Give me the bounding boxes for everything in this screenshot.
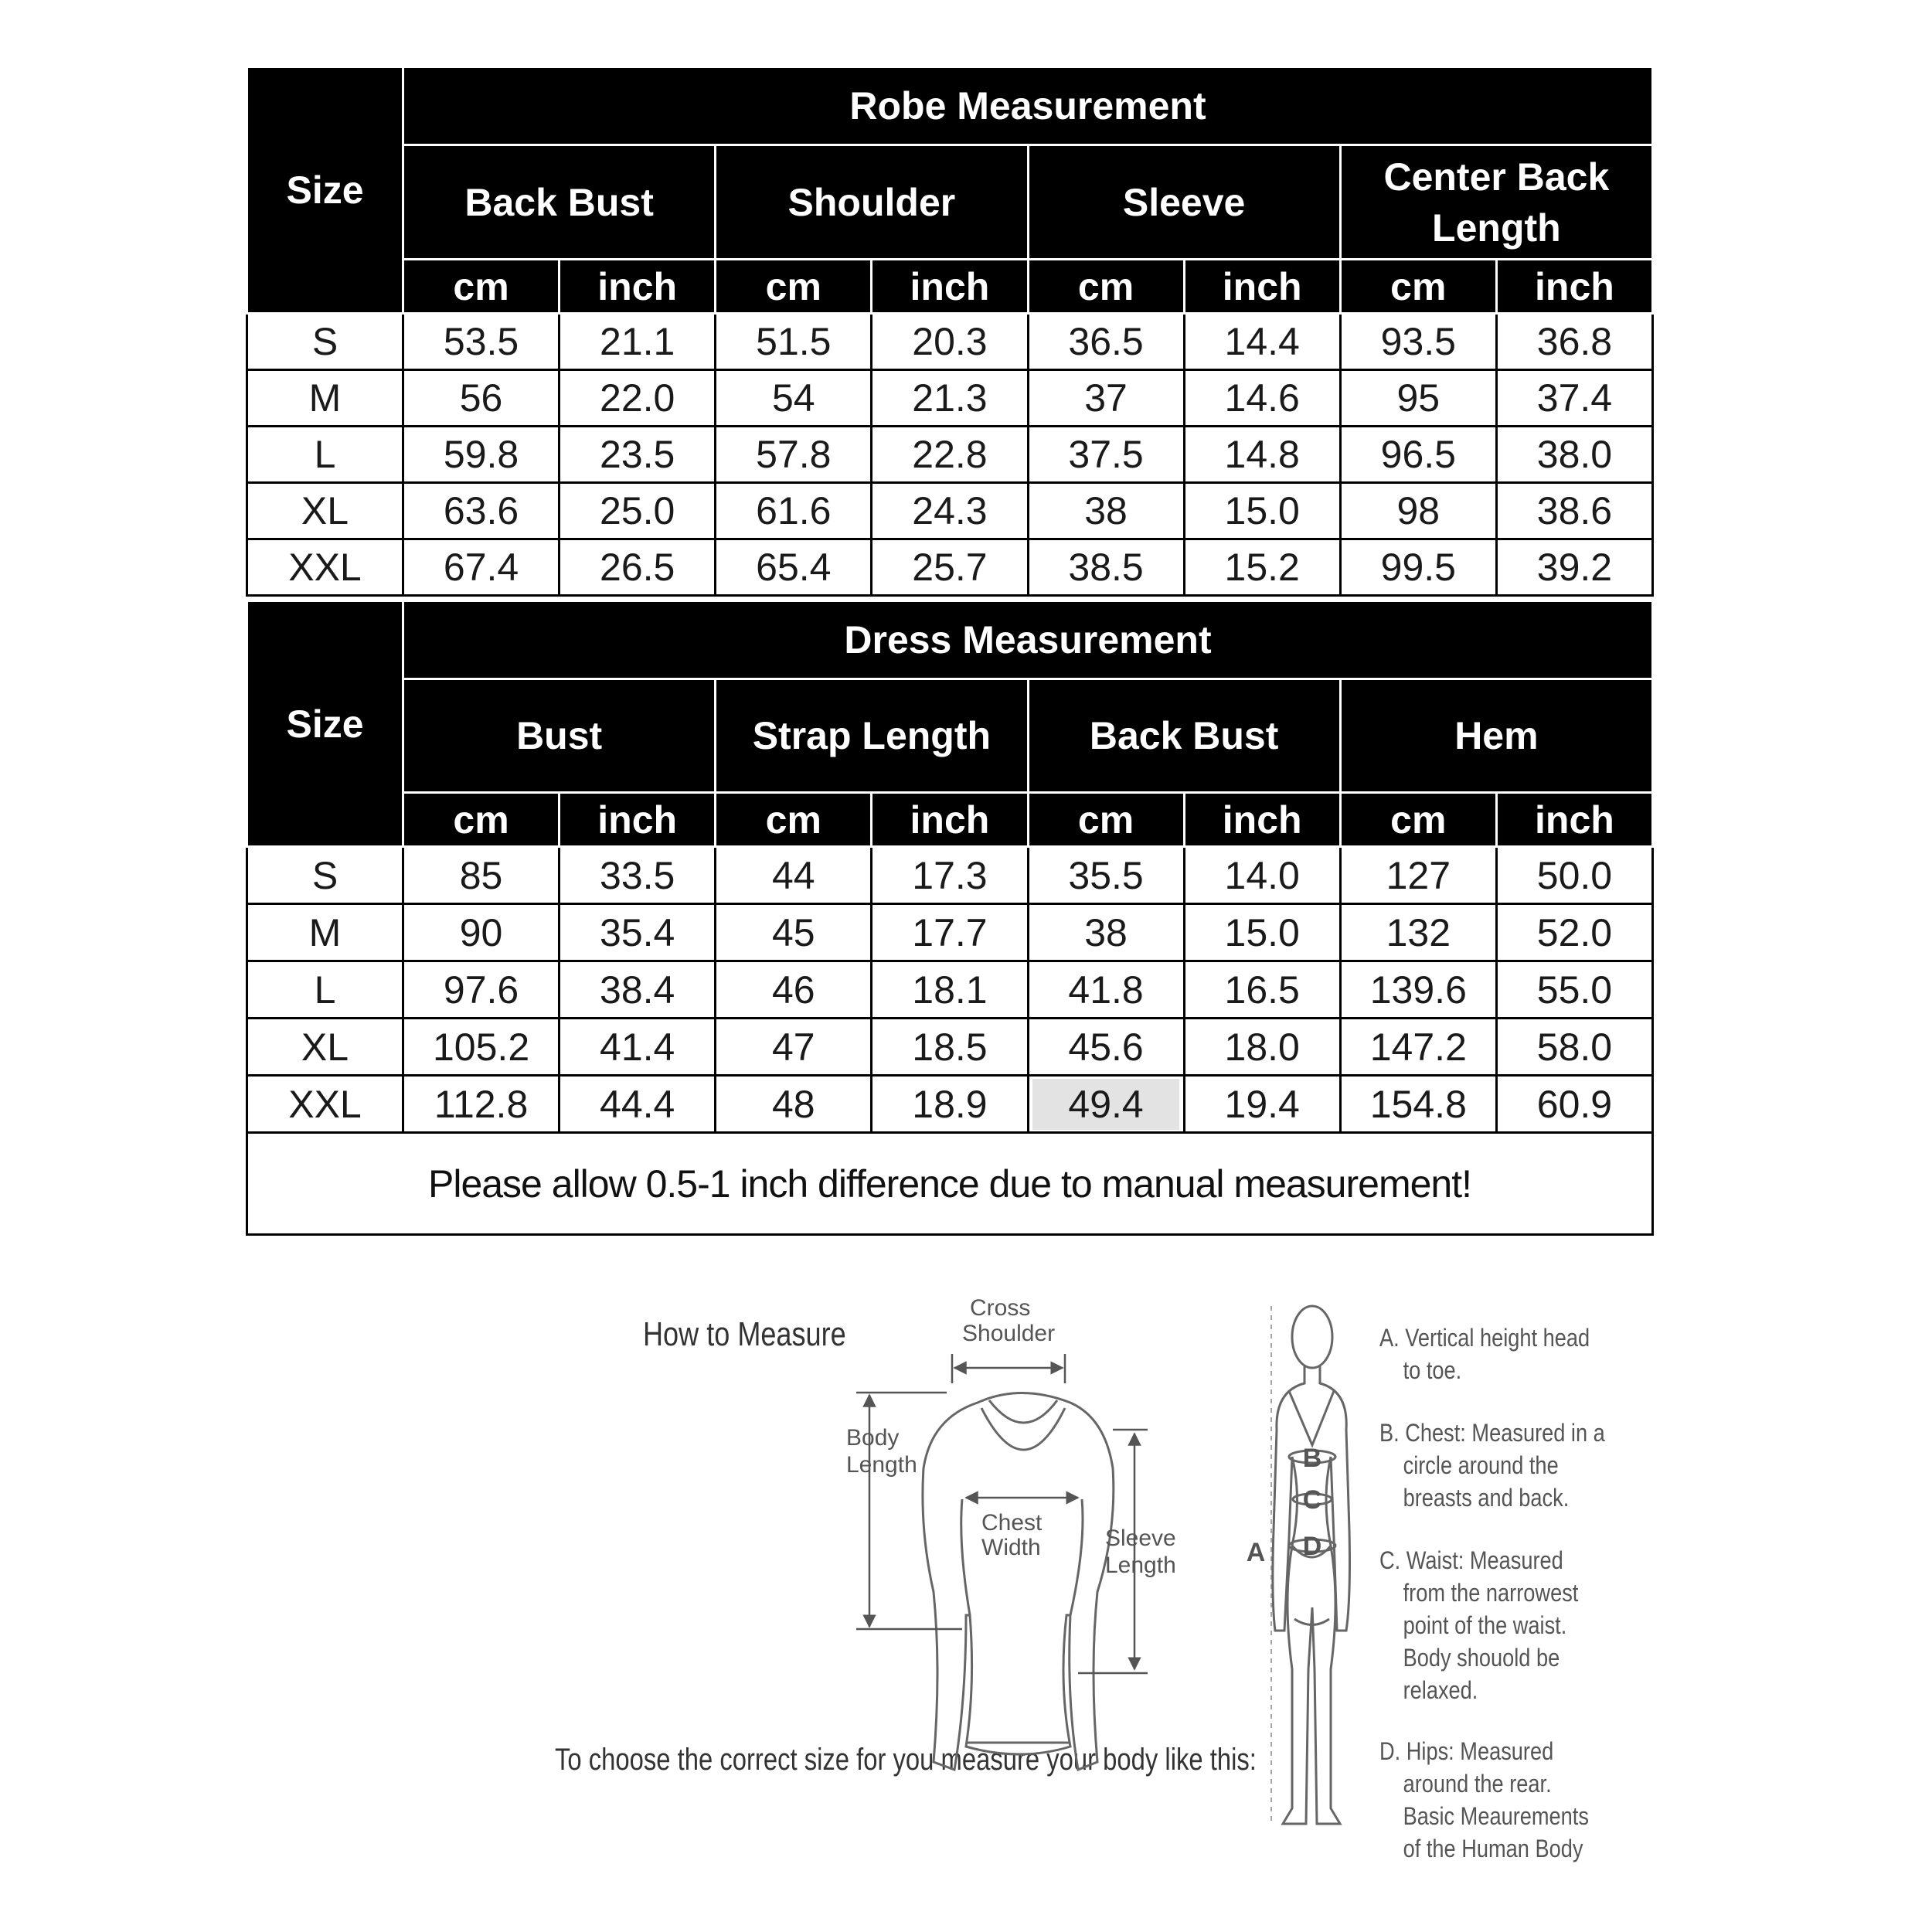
- legend-line: C. Waist: Measured: [1379, 1546, 1563, 1574]
- value-cell: 50.0: [1496, 847, 1652, 904]
- body-label-c: C: [1302, 1485, 1322, 1515]
- body-length-label: Length: [846, 1452, 917, 1478]
- size-cell: XXL: [247, 1076, 403, 1133]
- measurement-note: Please allow 0.5-1 inch difference due to manual measurement!: [247, 1133, 1653, 1235]
- value-cell: 35.5: [1028, 847, 1184, 904]
- value-cell: 90: [403, 904, 560, 961]
- value-cell: 14.6: [1184, 370, 1340, 427]
- unit-header: inch: [560, 793, 716, 847]
- legend-item-d: [1379, 1735, 1589, 1865]
- unit-header: cm: [1340, 260, 1496, 314]
- legend-line: from the narrowest: [1403, 1579, 1579, 1607]
- value-cell: 147.2: [1340, 1019, 1496, 1076]
- value-cell: 22.0: [560, 370, 716, 427]
- value-cell: 112.8: [403, 1076, 560, 1133]
- legend-line: Body shouold be: [1403, 1644, 1560, 1672]
- legend-line: around the rear.: [1403, 1770, 1552, 1798]
- column-header: Shoulder: [716, 145, 1028, 260]
- size-cell: XL: [247, 1019, 403, 1076]
- unit-header: inch: [872, 260, 1028, 314]
- value-cell: 85: [403, 847, 560, 904]
- legend-item-b: [1379, 1417, 1605, 1514]
- value-cell: 20.3: [872, 314, 1028, 370]
- unit-header: inch: [560, 260, 716, 314]
- value-cell: 41.8: [1028, 961, 1184, 1019]
- table-row: [247, 314, 1653, 370]
- highlighted-value: 49.4: [1032, 1079, 1179, 1130]
- value-cell: 93.5: [1340, 314, 1496, 370]
- unit-header: cm: [403, 793, 560, 847]
- size-cell: L: [247, 961, 403, 1019]
- value-cell: 139.6: [1340, 961, 1496, 1019]
- value-cell: 46: [716, 961, 872, 1019]
- table-row: [247, 370, 1653, 427]
- dress-measurement-table: [246, 600, 1654, 1236]
- value-cell: 37.4: [1496, 370, 1652, 427]
- measurement-illustration: [0, 1267, 1932, 1932]
- value-cell: 47: [716, 1019, 872, 1076]
- unit-header: cm: [1028, 793, 1184, 847]
- value-cell: 39.2: [1496, 539, 1652, 596]
- value-cell: 14.4: [1184, 314, 1340, 370]
- value-cell: 38: [1028, 483, 1184, 539]
- value-cell: 59.8: [403, 427, 560, 483]
- table-row: [247, 1076, 1653, 1133]
- value-cell: 52.0: [1496, 904, 1652, 961]
- value-cell: 54: [716, 370, 872, 427]
- value-cell: 61.6: [716, 483, 872, 539]
- legend-line: relaxed.: [1403, 1676, 1478, 1704]
- size-cell: S: [247, 847, 403, 904]
- value-cell: 37: [1028, 370, 1184, 427]
- value-cell: 21.1: [560, 314, 716, 370]
- value-cell: 33.5: [560, 847, 716, 904]
- table-row: [247, 1019, 1653, 1076]
- unit-header: cm: [716, 793, 872, 847]
- value-cell: 53.5: [403, 314, 560, 370]
- value-cell: 25.0: [560, 483, 716, 539]
- value-cell: 16.5: [1184, 961, 1340, 1019]
- size-cell: M: [247, 370, 403, 427]
- value-cell: 41.4: [560, 1019, 716, 1076]
- value-cell: 132: [1340, 904, 1496, 961]
- value-cell: 44.4: [560, 1076, 716, 1133]
- value-cell: 45.6: [1028, 1019, 1184, 1076]
- unit-header: cm: [716, 260, 872, 314]
- unit-header: inch: [1184, 260, 1340, 314]
- value-cell: 26.5: [560, 539, 716, 596]
- value-cell: 22.8: [872, 427, 1028, 483]
- value-cell: 57.8: [716, 427, 872, 483]
- sleeve-length-label: Sleeve: [1105, 1526, 1176, 1551]
- size-header: Size: [247, 601, 403, 847]
- value-cell: 24.3: [872, 483, 1028, 539]
- column-header: Center Back Length: [1340, 145, 1652, 260]
- value-cell: 38: [1028, 904, 1184, 961]
- legend-line: Basic Meaurements: [1403, 1802, 1589, 1830]
- value-cell: 97.6: [403, 961, 560, 1019]
- cross-shoulder-label: Cross: [970, 1295, 1031, 1321]
- legend-item-a: [1379, 1321, 1590, 1386]
- value-cell: 17.7: [872, 904, 1028, 961]
- column-header: Back Bust: [1028, 679, 1340, 793]
- column-header: Back Bust: [403, 145, 716, 260]
- value-cell: 65.4: [716, 539, 872, 596]
- body-length-label: Body: [846, 1425, 900, 1451]
- size-header: Size: [247, 67, 403, 314]
- legend-line: breasts and back.: [1403, 1484, 1570, 1512]
- cross-shoulder-label: Shoulder: [962, 1321, 1056, 1346]
- value-cell: 48: [716, 1076, 872, 1133]
- body-label-d: D: [1302, 1532, 1322, 1561]
- value-cell: 14.8: [1184, 427, 1340, 483]
- how-to-measure-section: [0, 1267, 1932, 1932]
- unit-header: inch: [1184, 793, 1340, 847]
- value-cell: 18.9: [872, 1076, 1028, 1133]
- value-cell: 15.0: [1184, 483, 1340, 539]
- table-title: Robe Measurement: [403, 67, 1653, 145]
- chest-width-label: Width: [981, 1535, 1041, 1560]
- legend-line: A. Vertical height head: [1379, 1324, 1590, 1352]
- table-row: [247, 961, 1653, 1019]
- value-cell: 154.8: [1340, 1076, 1496, 1133]
- value-cell: 17.3: [872, 847, 1028, 904]
- legend-line: of the Human Body: [1403, 1835, 1583, 1862]
- sleeve-length-label: Length: [1105, 1553, 1176, 1578]
- value-cell: 37.5: [1028, 427, 1184, 483]
- size-cell: XL: [247, 483, 403, 539]
- legend-line: D. Hips: Measured: [1379, 1737, 1554, 1765]
- table-row: [247, 427, 1653, 483]
- table-title: Dress Measurement: [403, 601, 1653, 679]
- column-header: Sleeve: [1028, 145, 1340, 260]
- size-cell: M: [247, 904, 403, 961]
- value-cell: 14.0: [1184, 847, 1340, 904]
- value-cell: 18.5: [872, 1019, 1028, 1076]
- unit-header: inch: [1496, 793, 1652, 847]
- table-row: [247, 483, 1653, 539]
- value-cell: 18.0: [1184, 1019, 1340, 1076]
- value-cell: 95: [1340, 370, 1496, 427]
- value-cell: 67.4: [403, 539, 560, 596]
- chest-width-label: Chest: [981, 1510, 1043, 1536]
- table-row: [247, 539, 1653, 596]
- value-cell: 15.0: [1184, 904, 1340, 961]
- value-cell: 96.5: [1340, 427, 1496, 483]
- value-cell: 15.2: [1184, 539, 1340, 596]
- value-cell: 60.9: [1496, 1076, 1652, 1133]
- value-cell: 38.0: [1496, 427, 1652, 483]
- size-cell: XXL: [247, 539, 403, 596]
- unit-header: inch: [872, 793, 1028, 847]
- value-cell: 58.0: [1496, 1019, 1652, 1076]
- value-cell: 35.4: [560, 904, 716, 961]
- value-cell: 105.2: [403, 1019, 560, 1076]
- value-cell: 38.6: [1496, 483, 1652, 539]
- value-cell: 98: [1340, 483, 1496, 539]
- value-cell: 19.4: [1184, 1076, 1340, 1133]
- robe-measurement-table: [246, 66, 1654, 597]
- value-cell: 99.5: [1340, 539, 1496, 596]
- legend-line: point of the waist.: [1403, 1611, 1567, 1639]
- body-label-a: A: [1246, 1538, 1266, 1567]
- value-cell: 45: [716, 904, 872, 961]
- unit-header: cm: [1340, 793, 1496, 847]
- shirt-icon: [923, 1393, 1114, 1770]
- value-cell: 36.8: [1496, 314, 1652, 370]
- table-row: [247, 904, 1653, 961]
- value-cell: 21.3: [872, 370, 1028, 427]
- value-cell: 38.5: [1028, 539, 1184, 596]
- value-cell-highlighted: [1028, 1076, 1184, 1133]
- choose-size-text: To choose the correct size for you measure your body like this:: [555, 1743, 1257, 1777]
- how-to-measure-title: How to Measure: [643, 1315, 846, 1353]
- column-header: Strap Length: [716, 679, 1028, 793]
- value-cell: 63.6: [403, 483, 560, 539]
- value-cell: 25.7: [872, 539, 1028, 596]
- value-cell: 44: [716, 847, 872, 904]
- value-cell: 55.0: [1496, 961, 1652, 1019]
- value-cell: 127: [1340, 847, 1496, 904]
- size-cell: S: [247, 314, 403, 370]
- size-cell: L: [247, 427, 403, 483]
- value-cell: 56: [403, 370, 560, 427]
- unit-header: inch: [1496, 260, 1652, 314]
- legend-line: to toe.: [1403, 1356, 1462, 1384]
- value-cell: 23.5: [560, 427, 716, 483]
- human-body-icon: [1273, 1306, 1350, 1824]
- table-row: [247, 847, 1653, 904]
- legend-line: circle around the: [1403, 1451, 1559, 1479]
- unit-header: cm: [403, 260, 560, 314]
- legend-line: B. Chest: Measured in a: [1379, 1419, 1605, 1447]
- legend-item-c: [1379, 1544, 1578, 1706]
- value-cell: 38.4: [560, 961, 716, 1019]
- value-cell: 51.5: [716, 314, 872, 370]
- unit-header: cm: [1028, 260, 1184, 314]
- column-header: Hem: [1340, 679, 1652, 793]
- column-header: Bust: [403, 679, 716, 793]
- value-cell: 36.5: [1028, 314, 1184, 370]
- value-cell: 18.1: [872, 961, 1028, 1019]
- body-label-b: B: [1302, 1444, 1322, 1473]
